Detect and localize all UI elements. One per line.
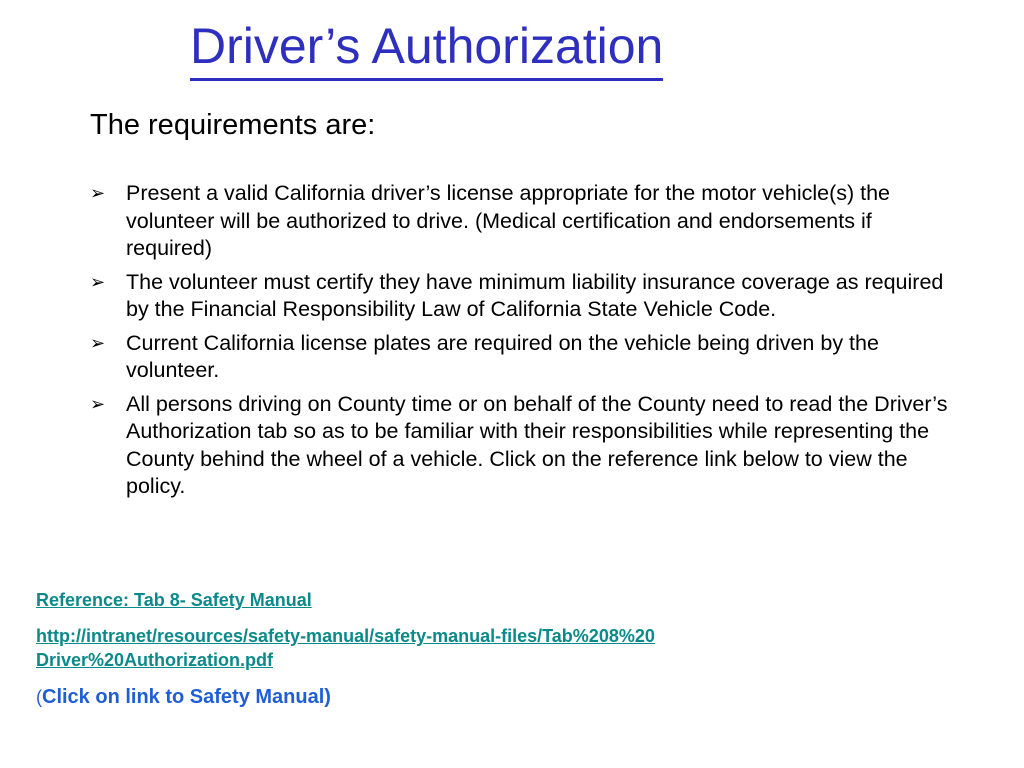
slide-title xyxy=(190,18,663,81)
title-underline xyxy=(190,78,663,81)
requirement-text: All persons driving on County time or on behalf of the County need to read the Driver’s Authorization tab so as to be familiar with their responsibilities while representing the County behind the wheel of a vehicle. Click on the reference link below to view the policy. xyxy=(126,391,948,498)
requirement-item xyxy=(90,180,952,263)
click-note xyxy=(36,684,736,710)
requirement-item xyxy=(90,269,952,324)
requirement-text: Current California license plates are required on the vehicle being driven by the volunteer. xyxy=(126,330,879,382)
reference-section xyxy=(36,588,736,710)
arrow-bullet-icon: ➢ xyxy=(90,393,106,414)
arrow-bullet-icon: ➢ xyxy=(90,332,106,353)
requirement-item xyxy=(90,391,952,501)
slide-title-text: Driver’s Authorization xyxy=(190,18,664,74)
requirement-item xyxy=(90,330,952,385)
requirement-text: The volunteer must certify they have minimum liability insurance coverage as required by the Financial Responsibility Law of California State Vehicle Code. xyxy=(126,269,944,321)
click-note-text: Click on link to Safety Manual) xyxy=(42,686,331,708)
requirements-heading: The requirements are: xyxy=(90,109,376,141)
click-note-paren: ( xyxy=(36,687,42,707)
arrow-bullet-icon: ➢ xyxy=(90,271,106,292)
requirements-list xyxy=(90,180,952,507)
requirement-text: Present a valid California driver’s license appropriate for the motor vehicle(s) the volunteer will be authorized to drive. (Medical certification and endorsements if required) xyxy=(126,181,891,260)
reference-link[interactable]: Reference: Tab 8- Safety Manual xyxy=(36,590,312,610)
arrow-bullet-icon: ➢ xyxy=(90,183,106,203)
safety-manual-url-link[interactable]: http://intranet/resources/safety-manual/safety-manual-files/Tab%208%20Driver%20Authorization.pdf xyxy=(36,626,655,670)
